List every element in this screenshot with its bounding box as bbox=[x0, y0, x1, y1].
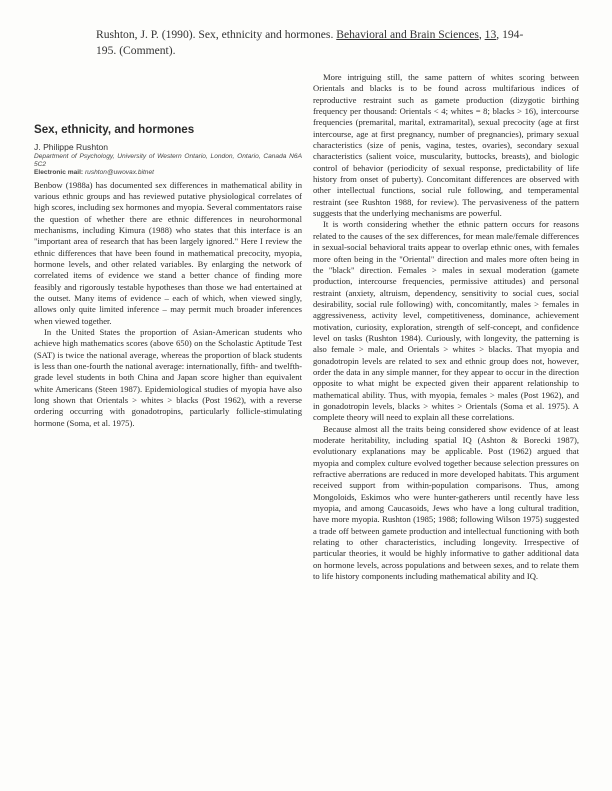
citation-suffix: , 194-195. (Comment). bbox=[96, 28, 524, 57]
body-paragraph: In the United States the proportion of Asian-American students who achieve high mathematics scores (above 650) on the Scholastic Aptitude Test (SAT) is twice the national average, whereas the proportion of black students is less than one-fourth the national average: internationally, fifth- and twelfth-grade level students in both China and Japan score higher than equivalent white Americans (Steen 1987). Epidemiological studies of myopia have also long shown that Orientals > whites > blacks (Post 1962), with a reverse ordering occurring with gonadotropins, particularly follicle-stimulating hormone (Soma, et al. 1975). bbox=[34, 327, 302, 428]
author-email bbox=[34, 169, 302, 177]
citation-volume: 13 bbox=[484, 28, 497, 41]
citation-prefix: Rushton, J. P. (1990). Sex, ethnicity and hormones. bbox=[96, 28, 337, 41]
body-paragraph: More intriguing still, the same pattern of whites scoring between Orientals and blacks is to be found across multifarious indices of reproductive restraint such as gamete production (dizygotic birthing frequency per thousand: Orientals < 4; whites = 8; blacks > 16), intercourse frequencies (premarital, marital, extramarital), sexual precocity (age at first intercourse, age at first pregnancy, number of pregnancies), primary sexual characteristics (size of penis, vagina, testes, ovaries), secondary sexual characteristics (salient voice, muscularity, buttocks, breasts), and biologic control of behavior (periodicity of sexual response, predictability of life history from onset of puberty). Concomitant differences are observed with other intellectual functions, social rule following, and temperamental restraint (see Rushton 1988, for review). The pervasiveness of the pattern suggests that the underlying mechanisms are powerful. bbox=[313, 72, 579, 219]
citation-header bbox=[96, 27, 536, 59]
author-name: J. Philippe Rushton bbox=[34, 142, 109, 152]
citation-sep: , bbox=[478, 28, 485, 41]
email-address: rushton@uwovax.bitnet bbox=[84, 169, 154, 177]
right-column bbox=[313, 72, 579, 582]
email-label: Electronic mail: bbox=[34, 169, 84, 177]
article-title: Sex, ethnicity, and hormones bbox=[34, 123, 195, 136]
left-column bbox=[34, 123, 302, 429]
body-paragraph: Benbow (1988a) has documented sex differences in mathematical ability in various ethnic groups and has reviewed putative physiological correlates of high scores, including sex hormones and myopia. Several commentators raise the question of whether there are ethnic differences in neurohormonal mechanisms, including Kimura (1988) who states that this interface is an "important area of research that has been largely ignored." Here I review the ethnic differences that have been found in mathematical precocity, myopia, hormone levels, and other related variables. By enlarging the network of correlated items of evidence we stand a better chance of finding more feasibly and rigorously testable hypotheses than those we had entertained at the outset. Many items of evidence – each of which, when viewed singly, allows only quite limited inference – may permit much broader inferences when viewed together. bbox=[34, 179, 302, 326]
body-paragraph: It is worth considering whether the ethnic pattern occurs for reasons related to the causes of the sex differences, for mean male/female differences in sexual-social behavioral traits appear to overlap ethnic ones, with females more often being in the "Oriental" direction and males more often being in the "black" direction. Females > males in sexual moderation (gamete production, intercourse frequencies, permissive attitudes) and personal restraint (anxiety, altruism, dependency, sensitivity to social cues, social desirability, social rule following) with, concomitantly, males > females in aggressiveness, activity level, competitiveness, dominance, achievement motivation, curiosity, exploration, strength of self-concept, and confidence level on tasks (Rushton 1984). Curiously, with longevity, the patterning is also female > male, and Orientals > whites > blacks. That myopia and gonadotropin levels are related to sex and ethnic group does not, however, order the data in any simple manner, for they appear to occur in the direction opposite to what might be expected given their apparent relationship to mathematical ability. Thus, with myopia, females > males (Post 1962), and in gonadotropin levels, blacks > whites > Orientals (Soma et al. 1975). A complete theory will need to explain all these correlations. bbox=[313, 219, 579, 423]
citation-journal: Behavioral and Brain Sciences bbox=[336, 28, 479, 41]
author-affiliation: Department of Psychology, University of Western Ontario, London, Ontario, Canada N6A 5C2 bbox=[34, 153, 302, 169]
body-paragraph: Because almost all the traits being considered show evidence of at least moderate heritability, including spatial IQ (Ashton & Borecki 1987), evolutionary explanations may be applicable. Post (1962) argued that myopia and complex culture evolved together because selection pressures on refractive aberrations are reduced in more developed habitats. This argument received support from within-population comparisons. Thus, among Mongoloids, Eskimos who were hunter-gatherers until recently have less myopia, and among Caucasoids, Jews who have a long cultural tradition, have more myopia. Rushton (1985; 1988; following Wilson 1975) suggested a trade off between gamete production and intellectual functioning with both relating to other characteristics, including longevity. Irrespective of particular theories, it would be highly informative to gather additional data on hormone levels, across populations and between sexes, and to relate them to life history components including mathematical ability and IQ. bbox=[313, 423, 579, 582]
